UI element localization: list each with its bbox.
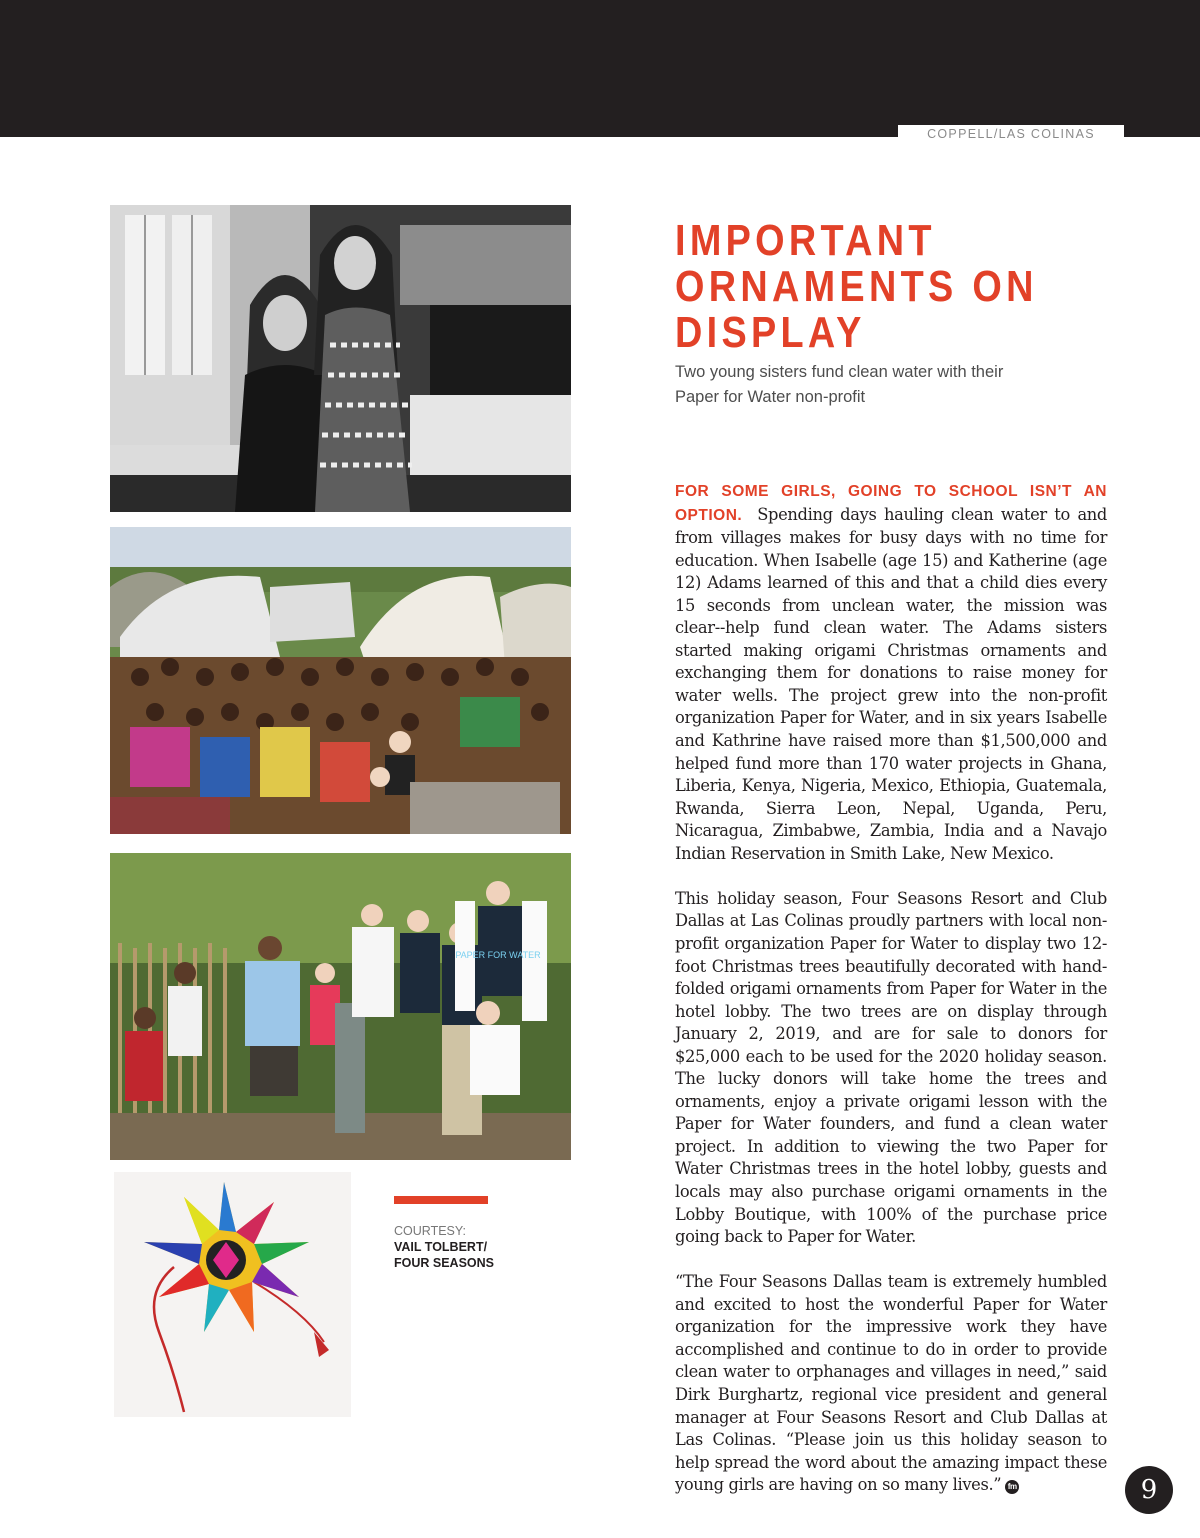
- header-band: [0, 0, 1200, 137]
- paragraph-2-text: This holiday season, Four Seasons Resort and Club Dallas at Las Colinas proudly partners with local non-profit organization Paper for Water to display two 12-foot Christmas trees beautifully decorated with hand-folded origami ornaments from Paper for Water in the hotel lobby. The two trees are on display through January 2, 2019, and are for sale to donors for $25,000 each to be used for the 2020 holiday season. The lucky donors will take home the trees and ornaments, enjoy a private origami lesson with the Paper for Water founders, and fund a clean water project. In addition to viewing the two Paper for Water Christmas trees in the hotel lobby, guests and locals may also purchase origami ornaments in the Lobby Boutique, with 100% of the purchase price going back to Paper for Water.: [675, 888, 1107, 1247]
- credit-line-2: FOUR SEASONS: [394, 1256, 495, 1270]
- body-paragraph-3: [675, 1271, 1107, 1496]
- paragraph-3-text: “The Four Seasons Dallas team is extremely humbled and excited to host the wonderful Paper for Water organization for the impressive work they have accomplished and continue to do in order to provide clean water to orphanages and villages in need,” said Dirk Burghartz, regional vice president and general manager at Four Seasons Resort and Club Dallas at Las Colinas. “Please join us this holiday season to help spread the word about the amazing impact these young girls are having on so many lives.”: [675, 1272, 1107, 1495]
- water-pump-group-photo: [110, 853, 571, 1160]
- body-paragraph-1: [675, 480, 1107, 865]
- sisters-photo: [110, 205, 571, 512]
- paragraph-1-text: Spending days hauling clean water to and from villages makes for busy days with no time for education. When Isabelle (age 15) and Katherine (age 12) Adams learned of this and that a child dies every 15 seconds from unclean water, the mission was clear--help fund clean water. The Adams sisters started making origami Christmas ornaments and exchanging them for donations to raise money for water wells. The project grew into the non-profit organization Paper for Water, and in six years Isabelle and Kathrine have raised more than $1,500,000 and helped fund more than 170 water projects in Ghana, Liberia, Kenya, Nigeria, Mexico, Ethiopia, Guatemala, Rwanda, Sierra Leon, Nepal, Uganda, Peru, Nicaragua, Zimbabwe, Zambia, India and a Navajo Indian Reservation in Smith Lake, New Mexico.: [675, 504, 1108, 863]
- credit-line-1: VAIL TOLBERT/: [394, 1240, 488, 1254]
- end-mark-icon: fm: [1005, 1480, 1019, 1494]
- article-subhead: Two young sisters fund clean water with their Paper for Water non-profit: [675, 363, 1004, 406]
- shirt-text: PAPER FOR WATER: [455, 950, 541, 960]
- origami-ornament-photo: [114, 1172, 351, 1417]
- children-crowd-photo: [110, 527, 571, 834]
- lead-in: FOR SOME GIRLS, GOING TO SCHOOL ISN’T AN OPTION.: [675, 483, 1107, 524]
- body-paragraph-2: [675, 888, 1107, 1249]
- article-headline: [675, 218, 1115, 356]
- credit-label: COURTESY:: [394, 1224, 467, 1238]
- section-label: COPPELL/LAS COLINAS: [898, 125, 1124, 145]
- headline-line-1: IMPORTANT: [675, 216, 936, 265]
- page-number: 9: [1125, 1466, 1173, 1514]
- headline-line-2: ORNAMENTS ON: [675, 262, 1038, 311]
- headline-line-3: DISPLAY: [675, 308, 866, 357]
- photo-credit: [394, 1223, 494, 1271]
- article-body: [675, 480, 1107, 1519]
- credit-rule: [394, 1196, 488, 1204]
